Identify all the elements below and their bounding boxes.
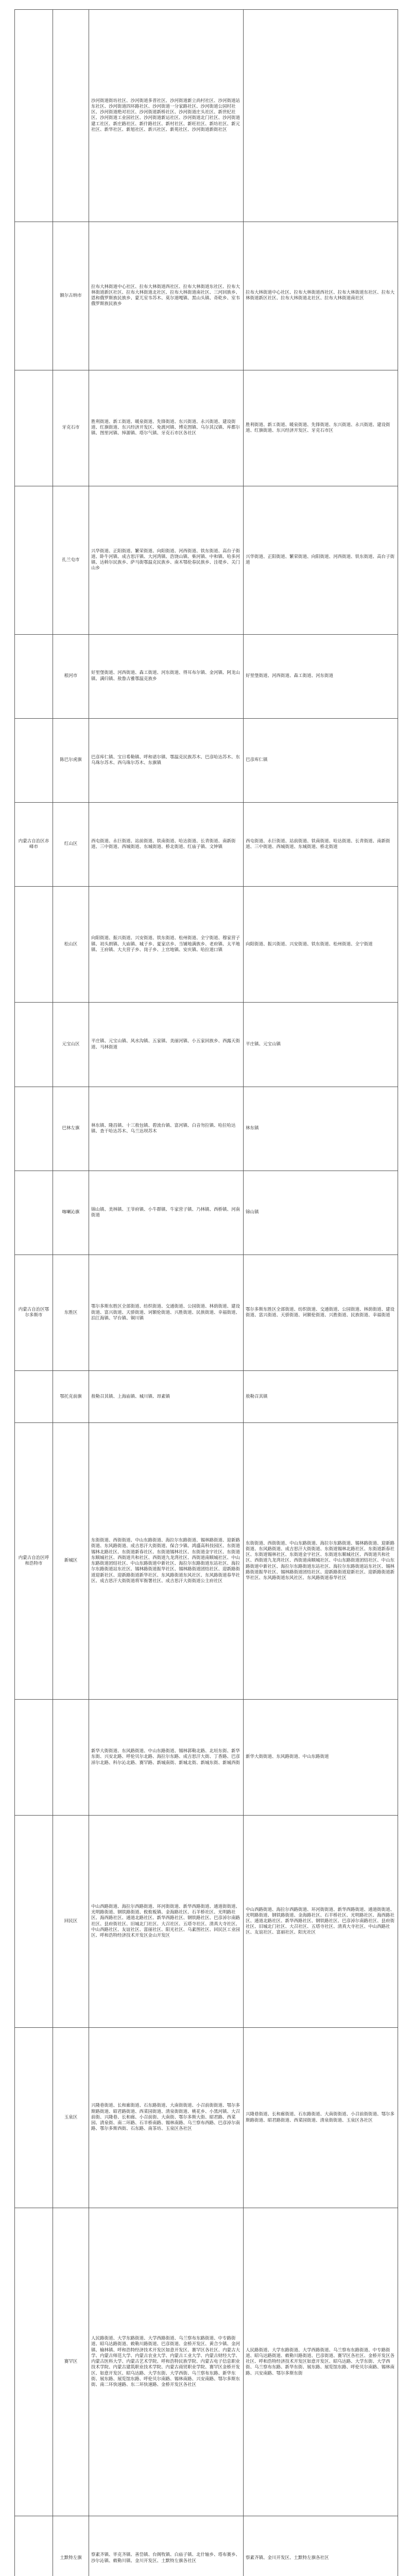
table-cell-l2: 根河市 xyxy=(53,634,89,718)
table-cell-l2: 玉泉区 xyxy=(53,2028,89,2208)
table-cell-l3: 鄂尔多斯东胜区全部街道、纺织街道、交通街道、公园街道、林荫街道、建设街道、富兴街道、天骄街道、诃额伦街道、兴胜街道、民族街道、幸福街道、泊江海镇、罕台镇、铜川镇 xyxy=(89,1255,244,1371)
table-cell-l3: 人民路街道、大学东路街道、大学西路街道、乌兰察布东路街道、中专路街道、昭乌达路街道、敕勒川路街道、巴彦街道、金桥开发区、黄合少镇、金河镇、榆林镇、呼和浩特经济技术开发区如意开发区、赛罕区各社区、内蒙古大学、内蒙古师范大学、内蒙古农业大学、内蒙古工业大学、内蒙古财经大学、内蒙古医科大学、内蒙古艺术学院、呼和浩特民族学院、内蒙古电子信息职业技术学院、内蒙古建筑职业技术学院、内蒙古商贸职业学院、赛罕区金桥开发区、如意开发区、昭乌达路、大学东街、大学西街、乌兰察布东路、新华东街、展东路、展览馆东路、呼伦贝尔南路、锡林南路、兴安南路、鄂尔多斯东街、南二环快速路、东二环快速路、金桥开发区各社区 xyxy=(89,2208,244,2516)
table-row xyxy=(15,2028,398,2208)
table-row xyxy=(15,634,398,718)
table-cell-l3: 沙河街道街坊社区、沙河街道多晋社区、沙河街道新立尚村社区、沙河街道站东社区、沙河街道四环路社区、沙河街道一分家路社区、沙河街道公园村社区、沙河街道绝对社区、沙河街道新桥社区、沙河街道庄头社区、新世纪社区、沙河街道工业园社区、沙河街道新运社区、沙河街道北门社区、沙河街道建工社区、新庄路社区、新什路社区、新村社区、新旺社区、新坊社区、新元社区、新华社区、新旭社区、新兴社区、新苑社区、沙河街道新街社区 xyxy=(89,10,244,222)
table-cell-l4: 巴彦库仁镇 xyxy=(244,718,398,802)
table-cell-l3: 平庄镇、元宝山镇、风水沟镇、五家镇、美丽河镇、小五家回族乡、西露天街道、马林街道 xyxy=(89,1003,244,1087)
table-cell-l1 xyxy=(15,486,53,634)
table-cell-l3: 兴华街道、正阳街道、繁荣街道、向阳街道、河西街道、铁东街道、高台子街道、卧牛河镇、成吉思汗镇、大河湾镇、浩饶山镇、柴河镇、中和镇、哈多河镇、达斡尔民族乡、萨马街鄂温克民族乡、南木鄂伦春民族乡、洼堤乡、关门山乡 xyxy=(89,486,244,634)
table-cell-l2: 鄂托克前旗 xyxy=(53,1371,89,1423)
table-cell-l1 xyxy=(15,1699,53,1815)
table-cell-l4 xyxy=(244,10,398,222)
table-cell-l2: 赛罕区 xyxy=(53,2208,89,2516)
table-cell-l1 xyxy=(15,1003,53,1087)
table-row xyxy=(15,222,398,370)
table-cell-l4: 鄂尔多斯东胜区全部街道、纺织街道、交通街道、公园街道、林荫街道、建设街道、富兴街道、天骄街道、诃额伦街道、兴胜街道、民族街道、幸福街道 xyxy=(244,1255,398,1371)
table-cell-l1: 内蒙古自治区鄂尔多斯市 xyxy=(15,1255,53,1371)
table-cell-l4: 敖勒召其镇 xyxy=(244,1371,398,1423)
table-cell-l3: 兴隆巷街道、长和廊街道、石东路街道、大南街街道、小召前街街道、鄂尔多斯路街道、昭君路街道、西菜园街道、清泉街街道、桃花乡、小黑河镇、大召前街、兴隆巷、长和廊、小召前街、大南街、鄂尔多斯大街、昭君路、西菜园、清泉街、南二环路、石羊桥南路、锡林南路、乌兰察布西路、巴彦淖尔南路、鄂尔多斯西街、石东路、南茶坊、玉泉区各社区 xyxy=(89,2028,244,2208)
table-cell-l1 xyxy=(15,634,53,718)
table-cell-l4: 西屯街道、永巨街道、站前街道、铁南街道、哈达街道、长青街道、南新街道、三中街道、西城街道、东城街道、桥北街道 xyxy=(244,802,398,886)
table-cell-l1 xyxy=(15,887,53,1003)
table-cell-l3: 巴彦库仁镇、宝日希勒镇、呼和诺尔镇、鄂温克民族苏木、巴彦哈达苏木、东乌珠尔苏木、西乌珠尔苏木、东旗镇 xyxy=(89,718,244,802)
table-cell-l3: 胜利街道、新工街道、暖泉街道、先锋街道、东兴街道、永兴街道、建设街道、红旗街道、东兴经济开发区、免渡河镇、博克图镇、乌尔其汉镇、库都尔镇、图里河镇、绰源镇、塔尔气镇、牙克石市区各社区 xyxy=(89,370,244,486)
table-row xyxy=(15,2208,398,2516)
table-cell-l1: 内蒙古自治区赤峰市 xyxy=(15,802,53,886)
table-cell-l2: 回民区 xyxy=(53,1816,89,2028)
table-row xyxy=(15,1816,398,2028)
table-cell-l3: 拉布大林街道中心社区、拉布大林街道西社区、拉布大林街道东社区、拉布大林街道新区社区、拉布大林街道北社区、拉布大林街道南社区、三河回族乡、恩和俄罗斯族民族乡、蒙兀室韦苏木、莫尔道嘎镇、黑山头镇、奇乾乡、室韦俄罗斯族民族乡 xyxy=(89,222,244,370)
table-cell-l2: 元宝山区 xyxy=(53,1003,89,1087)
table-cell-l1 xyxy=(15,1816,53,2028)
table-cell-l4: 向阳街道、振兴街道、兴安街道、铁东街道、松州街道、全宁街道 xyxy=(244,887,398,1003)
table-cell-l2: 牙克石市 xyxy=(53,370,89,486)
table-cell-l3: 锦山镇、美林镇、王爷府镇、小牛群镇、牛家营子镇、乃林镇、西桥镇、河南街道 xyxy=(89,1171,244,1255)
table-cell-l4: 中山西路街道、海拉尔西路街道、环河街街道、新华西路街道、通道街街道、光明路街道、钢铁路街道、金海路社区、石羊桥社区、光明路社区、海西路社区、通道北路社区、新华西路社区、钢铁路社区、巴彦淖尔南路社区、县府街社区、旧城北门社区、大召社区、五塔寺社区、清真大寺社区、中山西路社区、友谊社区、富丽社区、阳光社区 xyxy=(244,1816,398,2028)
table-row xyxy=(15,370,398,486)
table-cell-l1 xyxy=(15,1087,53,1171)
table-row xyxy=(15,1003,398,1087)
table-row xyxy=(15,1171,398,1255)
table-cell-l4: 察素齐镇、金川开发区、土默特左旗各社区 xyxy=(244,2516,398,2576)
table-cell-l3: 中山西路街道、海拉尔西路街道、环河街街道、新华西路街道、通道街街道、光明路街道、钢铁路街道、攸攸板镇、金海路社区、石羊桥社区、光明路社区、海西路社区、通道北路社区、新华西路社区、钢铁路社区、巴彦淖尔南路社区、县府街社区、旧城北门社区、大召社区、五塔寺社区、清真大寺社区、中山西路社区、友谊社区、富丽社区、阳光社区、乌素图社区、回民区工业园区、呼和浩特经济技术开发区金山开发区 xyxy=(89,1816,244,2028)
table-cell-l4: 锦山镇 xyxy=(244,1171,398,1255)
table-cell-l3: 察素齐镇、毕克齐镇、善岱镇、台阁牧镇、白庙子镇、北什轴乡、塔布赛乡、沙尔沁镇、敕勒川镇、金川开发区、土默特左旗各社区 xyxy=(89,2516,244,2576)
table-cell-l1 xyxy=(15,1171,53,1255)
table-row xyxy=(15,2516,398,2576)
table-cell-l1 xyxy=(15,2208,53,2516)
table-cell-l2: 陈巴尔虎旗 xyxy=(53,718,89,802)
table-cell-l4: 兴华街道、正阳街道、繁荣街道、向阳街道、河西街道、铁东街道、高台子街道 xyxy=(244,486,398,634)
table-cell-l3: 好里堡街道、河西街道、森工街道、河东街道、得耳布尔镇、金河镇、阿龙山镇、满归镇、敖鲁古雅鄂温克族乡 xyxy=(89,634,244,718)
table-row xyxy=(15,718,398,802)
table-cell-l4: 东街街道、西街街道、中山东路街道、海拉尔东路街道、锡林路街道、迎新路街道、东风路街道、成吉思汗大街街道、东街道锡林北路社区、东街道新春社区、东街道锡林社区、东街道金宇社区、东街道东顺城社区、西街道共和社区、西街道九龙湾社区、西街道南顺城社区、中山东路街道团结社区、中山东路街道中新社区、海拉尔东路街道东站社区、海拉尔东路街道站东社区、锡林路街道振华社区、锡林路街道团结社区、迎新路街道迎新社区、迎新路街道新华社区、东风路街道东风社区、东风路街道春华社区 xyxy=(244,1423,398,1699)
table-cell-l2: 新城区 xyxy=(53,1423,89,1699)
table-cell-l1 xyxy=(15,2028,53,2208)
table-cell-l4: 拉布大林街道中心社区、拉布大林街道西社区、拉布大林街道东社区、拉布大林街道新区社区、拉布大林街道北社区、拉布大林街道南社区 xyxy=(244,222,398,370)
table-cell-l4: 兴隆巷街道、长和廊街道、石东路街道、大南街街道、小召前街街道、鄂尔多斯路街道、昭君路街道、西菜园街道、清泉街街道、玉泉区各社区 xyxy=(244,2028,398,2208)
table-cell-l2: 红山区 xyxy=(53,802,89,886)
table-cell-l3: 林东镇、隆昌镇、十三敖包镇、碧流台镇、富河镇、白音勿拉镇、哈拉哈达镇、查干哈达苏木、乌兰达坝苏木 xyxy=(89,1087,244,1171)
table-cell-l4: 林东镇 xyxy=(244,1087,398,1171)
table-cell-l2: 土默特左旗 xyxy=(53,2516,89,2576)
table-row xyxy=(15,1087,398,1171)
table-cell-l1 xyxy=(15,2516,53,2576)
table-cell-l2: 松山区 xyxy=(53,887,89,1003)
table-cell-l3: 新华大街街道、东风路街道、中山东路街道、锡林郭勒北路、北垣东街、新华东街、兴安北路、呼伦贝尔北路、海拉尔东路、成吉思汗大街、丁香路、巴彦淖尔北路、科尔沁北路、赛罕路、新城南街、新城北街、新城东街、新城西街 xyxy=(89,1699,244,1815)
table-cell-l1: 内蒙古自治区呼和浩特市 xyxy=(15,1423,53,1699)
table-cell-l1 xyxy=(15,1371,53,1423)
table-row xyxy=(15,887,398,1003)
table-cell-l3: 敖勒召其镇、上海庙镇、城川镇、昂素镇 xyxy=(89,1371,244,1423)
table-cell-l2: 扎兰屯市 xyxy=(53,486,89,634)
table-row xyxy=(15,486,398,634)
table-cell-l4: 胜利街道、新工街道、暖泉街道、先锋街道、东兴街道、永兴街道、建设街道、红旗街道、东兴经济开发区、牙克石市区 xyxy=(244,370,398,486)
table-cell-l2 xyxy=(53,10,89,222)
table-cell-l3: 西屯街道、永巨街道、站前街道、铁南街道、哈达街道、长青街道、南新街道、三中街道、西城街道、东城街道、桥北街道、红庙子镇、文钟镇 xyxy=(89,802,244,886)
table-cell-l1 xyxy=(15,10,53,222)
table-cell-l3: 东街街道、西街街道、中山东路街道、海拉尔东路街道、锡林路街道、迎新路街道、东风路街道、成吉思汗大街街道、保合少镇、鸿盛高科技园区、东街道锡林北路社区、东街道新春社区、东街道锡林社区、东街道金宇社区、东街道东顺城社区、西街道共和社区、西街道九龙湾社区、西街道南顺城社区、中山东路街道团结社区、中山东路街道中新社区、海拉尔东路街道东站社区、海拉尔东路街道站东社区、锡林路街道振华社区、锡林路街道团结社区、迎新路街道迎新社区、迎新路街道新华社区、东风路街道东风社区、东风路街道春华社区、成吉思汗大街街道将军衙署社区、成吉思汗大街街道公主府社区 xyxy=(89,1423,244,1699)
table-cell-l2: 额尔古纳市 xyxy=(53,222,89,370)
table-row xyxy=(15,1699,398,1815)
table-cell-l1 xyxy=(15,370,53,486)
table-cell-l4: 新华大街街道、东风路街道、中山东路街道 xyxy=(244,1699,398,1815)
table-cell-l2: 东胜区 xyxy=(53,1255,89,1371)
table-cell-l2 xyxy=(53,1699,89,1815)
table-cell-l1 xyxy=(15,222,53,370)
table-row xyxy=(15,802,398,886)
table-row xyxy=(15,1423,398,1699)
table-cell-l4: 好里堡街道、河西街道、森工街道、河东街道 xyxy=(244,634,398,718)
table-cell-l4: 人民路街道、大学东路街道、大学西路街道、乌兰察布东路街道、中专路街道、昭乌达路街道、敕勒川路街道、巴彦街道、赛罕区各社区、金桥开发区各社区、呼和浩特经济技术开发区如意开发区、昭乌达路、大学东街、大学西街、乌兰察布东路、新华东街、展东路、展览馆东路、呼伦贝尔南路、锡林南路、兴安南路、鄂尔多斯东街 xyxy=(244,2208,398,2516)
document-table xyxy=(14,9,398,2576)
table-cell-l1 xyxy=(15,718,53,802)
table-cell-l4: 平庄镇、元宝山镇 xyxy=(244,1003,398,1087)
table-row xyxy=(15,10,398,222)
document-table-body xyxy=(15,10,398,2576)
table-row xyxy=(15,1255,398,1371)
table-row xyxy=(15,1371,398,1423)
table-cell-l2: 喀喇沁旗 xyxy=(53,1171,89,1255)
table-cell-l3: 向阳街道、振兴街道、兴安街道、铁东街道、松州街道、全宁街道、穆家营子镇、初头朗镇、大庙镇、城子乡、夏家店乡、当铺地满族乡、老府镇、太平地镇、王府镇、大夫营子乡、岗子乡、上官地镇、安庆镇、哈拉道口镇 xyxy=(89,887,244,1003)
table-cell-l2: 巴林左旗 xyxy=(53,1087,89,1171)
